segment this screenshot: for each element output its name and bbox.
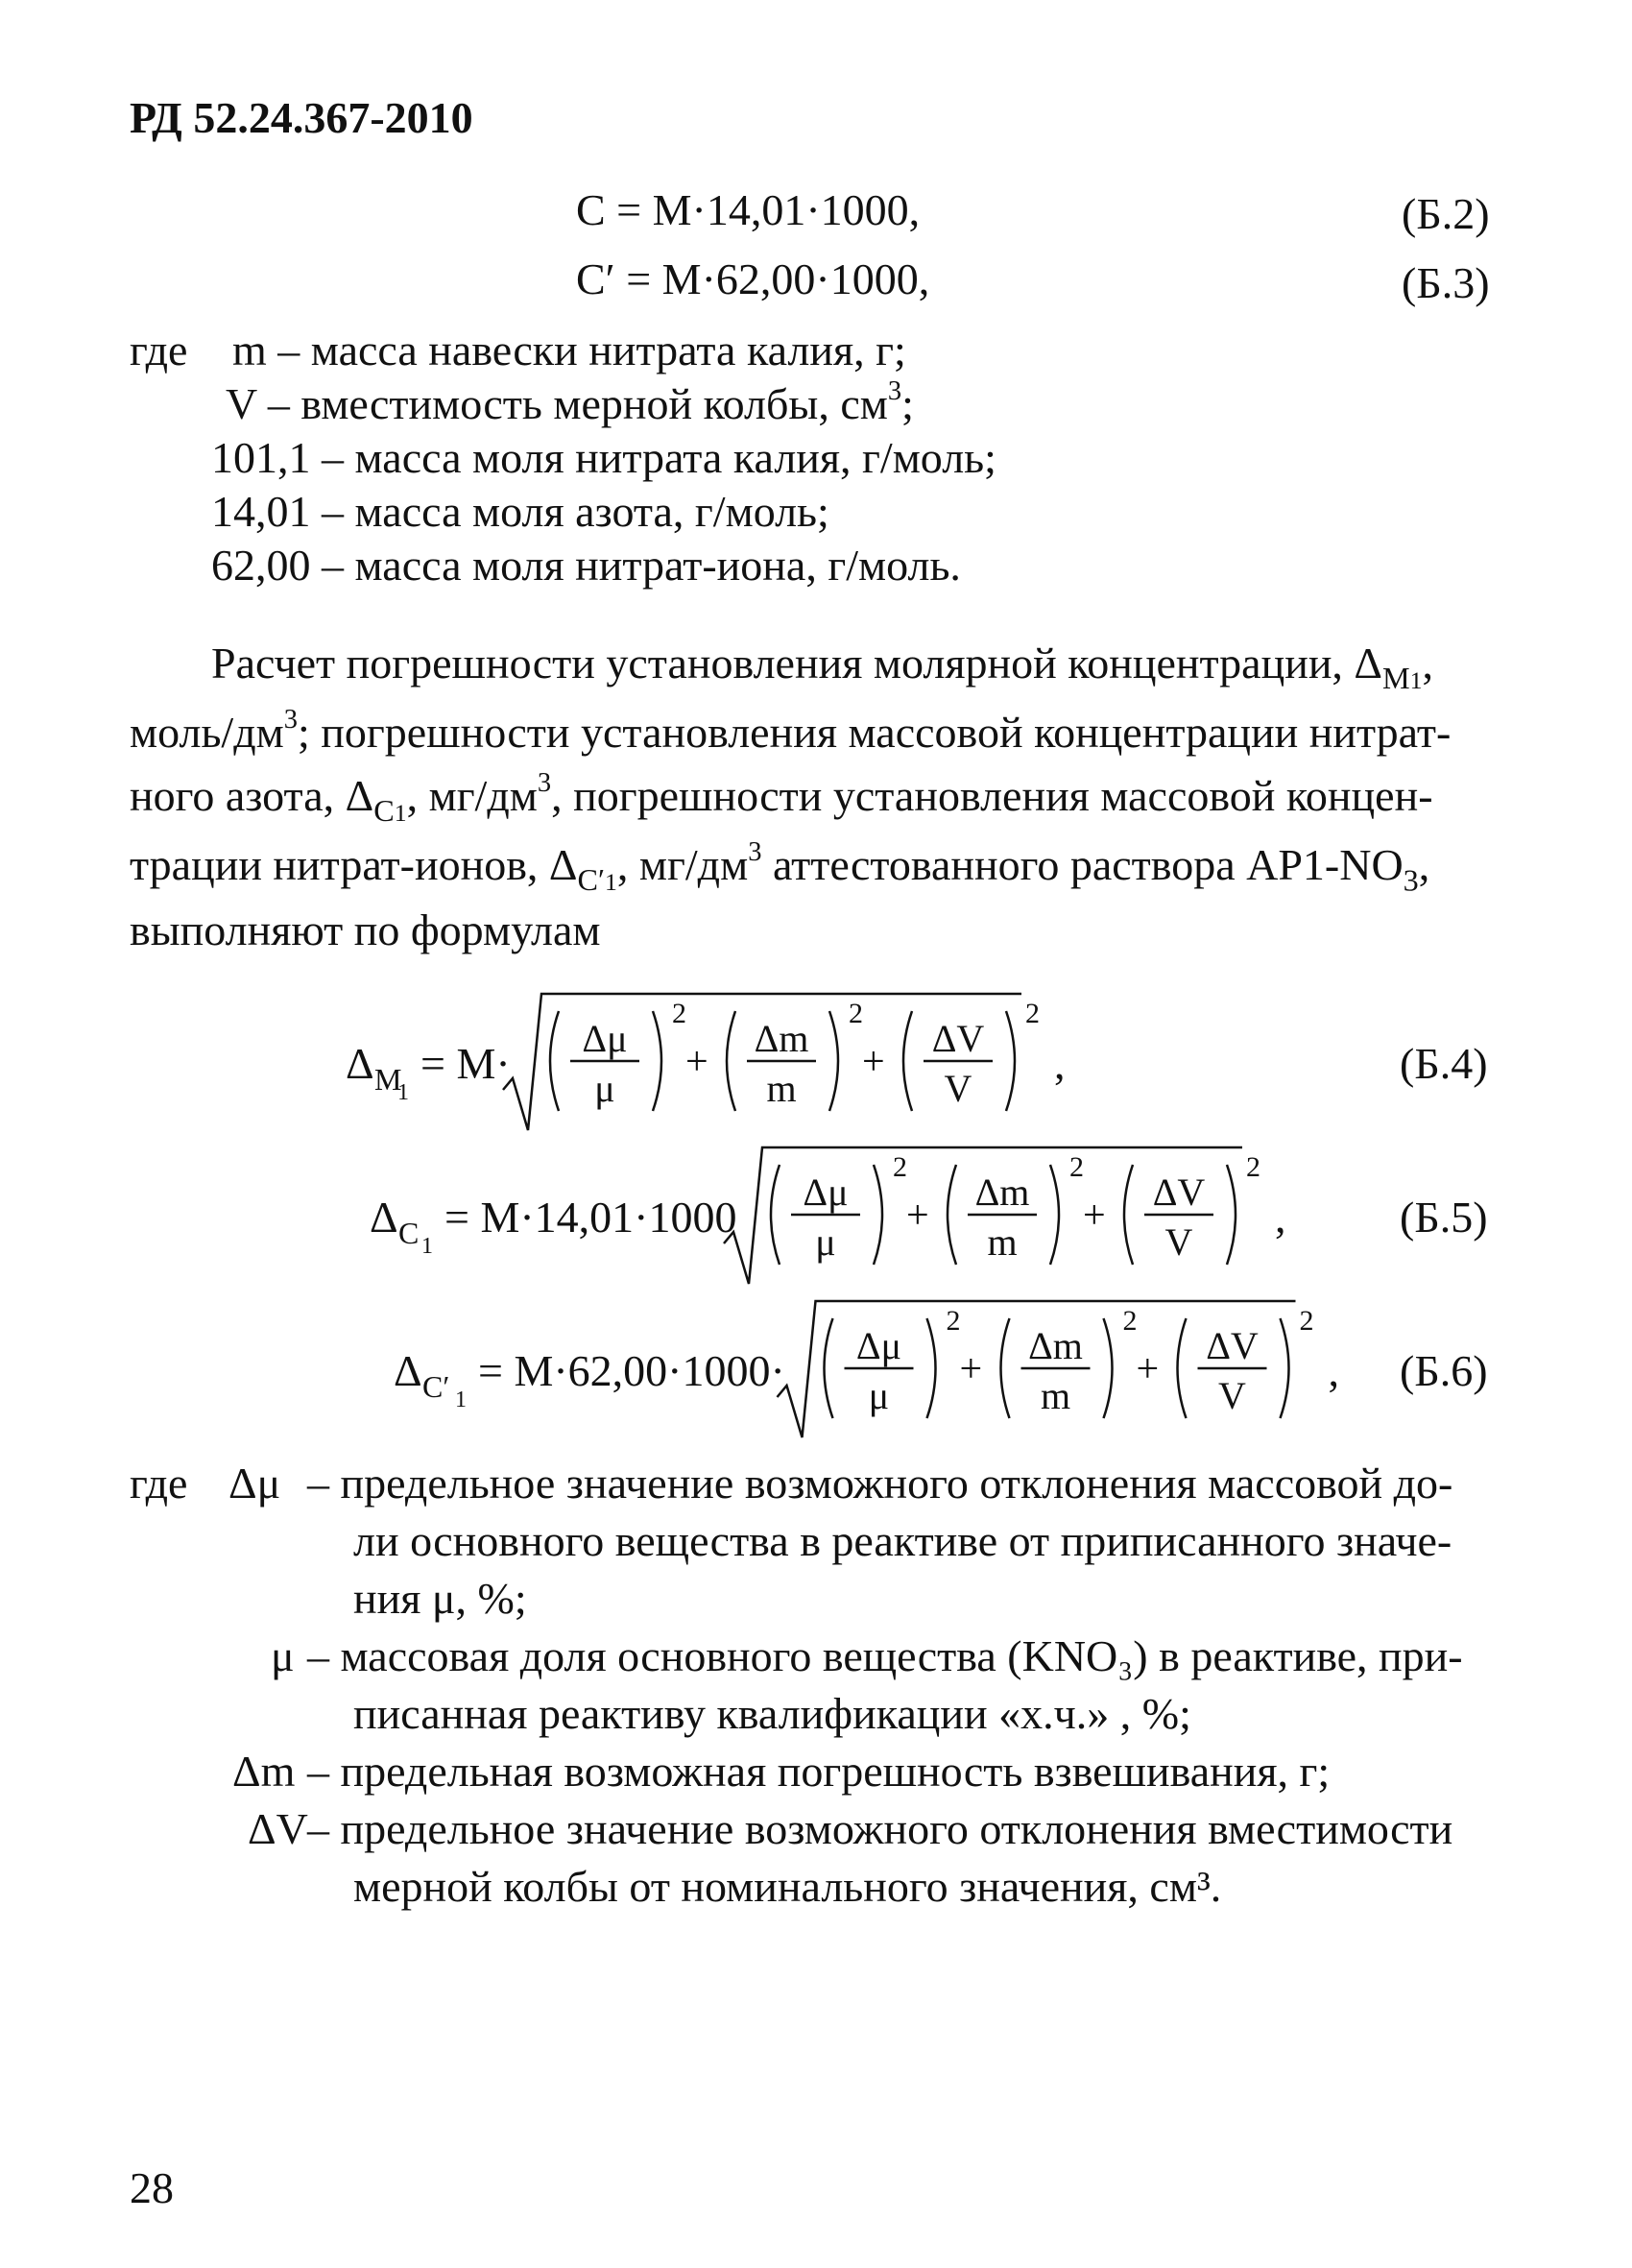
equation-number: (Б.5) bbox=[1400, 1193, 1488, 1242]
fraction-numerator: Δμ bbox=[855, 1324, 902, 1367]
delta-symbol: Δ bbox=[346, 1039, 374, 1088]
exponent: 2 bbox=[1246, 1151, 1260, 1183]
legend1-where: где bbox=[130, 326, 188, 374]
left-paren bbox=[825, 1318, 833, 1418]
right-paren bbox=[1227, 1165, 1236, 1265]
legend2-line: ли основного вещества в реактиве от приписанного значе- bbox=[353, 1516, 1452, 1565]
superscript: 3 bbox=[748, 837, 762, 868]
left-paren bbox=[727, 1011, 735, 1111]
legend2-symbol-mu: μ bbox=[271, 1631, 295, 1680]
fraction-denominator: μ bbox=[815, 1220, 836, 1264]
formula-b4 bbox=[0, 979, 1632, 1147]
subscript-index: 1 bbox=[1409, 666, 1423, 695]
legend1-symbol: 14,01 bbox=[211, 487, 311, 536]
trailing-comma: , bbox=[1054, 1039, 1066, 1088]
paragraph-text: ; погрешности установления массовой концентрации нитрат- bbox=[298, 708, 1452, 757]
left-paren bbox=[1178, 1318, 1187, 1418]
delta-symbol: Δ bbox=[370, 1193, 398, 1242]
fraction-numerator: ΔV bbox=[931, 1017, 985, 1060]
paragraph-text: Расчет погрешности установления молярной концентрации, Δ bbox=[211, 639, 1383, 688]
exponent: 2 bbox=[672, 998, 686, 1029]
fraction-numerator: Δμ bbox=[803, 1170, 849, 1214]
legend2-line: – предельная возможная погрешность взвешивания, г; bbox=[307, 1747, 1331, 1796]
legend2-line: – массовая доля основного вещества (KNO₃) в реактиве, при- bbox=[307, 1631, 1463, 1680]
fraction-numerator: ΔV bbox=[1206, 1324, 1259, 1367]
formula-b5-svg bbox=[0, 1133, 1632, 1296]
legend1-text: масса моля нитрата калия, г/моль; bbox=[354, 433, 996, 482]
legend2-line: – предельное значение возможного отклонения массовой до- bbox=[307, 1459, 1453, 1508]
legend1-text: масса моля нитрат-иона, г/моль. bbox=[354, 541, 961, 590]
equation-number: (Б.4) bbox=[1400, 1039, 1488, 1088]
fraction-denominator: m bbox=[987, 1220, 1018, 1264]
legend1-item-101: 101,1 – масса моля нитрата калия, г/моль; bbox=[211, 433, 996, 482]
superscript: 3 bbox=[283, 705, 298, 736]
formula-b6-svg bbox=[0, 1287, 1632, 1450]
trailing-comma: , bbox=[1328, 1346, 1339, 1395]
subscript bbox=[578, 862, 617, 897]
equation-b2: C = M·14,01·1000, bbox=[576, 185, 921, 234]
plus-sign: + bbox=[685, 1040, 708, 1084]
lhs-subscript: C′ bbox=[422, 1369, 450, 1404]
right-paren bbox=[1050, 1165, 1059, 1265]
legend2-symbol-dmu: Δμ bbox=[228, 1459, 281, 1508]
lhs-subscript: M bbox=[374, 1062, 402, 1097]
legend2-symbol-dm: Δm bbox=[232, 1747, 296, 1796]
paragraph-text: , мг/дм bbox=[406, 771, 538, 820]
paragraph-line-4 bbox=[130, 837, 1430, 898]
document-code: РД 52.24.367-2010 bbox=[130, 93, 473, 142]
plus-sign: + bbox=[906, 1194, 929, 1238]
exponent: 2 bbox=[1299, 1305, 1314, 1337]
plus-sign: + bbox=[1136, 1347, 1160, 1391]
legend1-item-m: m – масса навески нитрата калия, г; bbox=[232, 326, 906, 374]
legend1-text: масса навески нитрата калия, г; bbox=[310, 326, 906, 374]
right-paren bbox=[1104, 1318, 1113, 1418]
paragraph-text: ного азота, Δ bbox=[130, 771, 374, 820]
superscript: 3 bbox=[537, 768, 552, 799]
equation-number-b2: (Б.2) bbox=[1402, 189, 1490, 238]
right-paren bbox=[874, 1165, 882, 1265]
plus-sign: + bbox=[959, 1347, 983, 1391]
legend1-symbol: m bbox=[232, 326, 267, 374]
lhs-subscript: C bbox=[398, 1216, 420, 1250]
trailing-comma: , bbox=[1275, 1193, 1286, 1242]
fraction-denominator: μ bbox=[868, 1374, 890, 1417]
fraction-numerator: Δμ bbox=[582, 1017, 628, 1060]
plus-sign: + bbox=[1083, 1194, 1106, 1238]
subscript-letter: M bbox=[1382, 661, 1410, 696]
paragraph-line-1 bbox=[211, 639, 1434, 696]
left-paren bbox=[771, 1165, 780, 1265]
paragraph-text: моль/дм bbox=[130, 708, 284, 757]
paragraph-text: трации нитрат-ионов, Δ bbox=[130, 840, 578, 889]
legend1-symbol: 101,1 bbox=[211, 433, 311, 482]
legend2-where: где bbox=[130, 1459, 188, 1508]
fraction-denominator: m bbox=[1040, 1374, 1071, 1417]
formula-coefficient: = M·62,00·1000· bbox=[478, 1346, 785, 1395]
paragraph-line-3 bbox=[130, 768, 1433, 829]
fraction-denominator: V bbox=[1164, 1220, 1193, 1264]
exponent: 2 bbox=[1122, 1305, 1138, 1337]
legend1-item-1401: 14,01 – масса моля азота, г/моль; bbox=[211, 487, 829, 536]
exponent: 2 bbox=[893, 1151, 907, 1183]
fraction-denominator: m bbox=[766, 1067, 797, 1110]
subscript-letter: C′ bbox=[577, 862, 606, 898]
legend2-line: – предельное значение возможного отклонения вместимости bbox=[307, 1804, 1453, 1853]
legend2-line: ния μ, %; bbox=[353, 1574, 527, 1623]
equation-number-b3: (Б.3) bbox=[1402, 258, 1490, 307]
formula-coefficient: = M· bbox=[420, 1039, 511, 1088]
subscript-index: 1 bbox=[394, 799, 407, 828]
paragraph-line-2 bbox=[130, 705, 1452, 757]
right-paren bbox=[1006, 1011, 1015, 1111]
legend1-sup: 3 bbox=[887, 376, 902, 407]
exponent: 2 bbox=[1025, 998, 1040, 1029]
legend1-symbol: 62,00 bbox=[211, 541, 311, 590]
equation-number: (Б.6) bbox=[1400, 1346, 1488, 1395]
paragraph-line-5: выполняют по формулам bbox=[130, 905, 601, 954]
subscript bbox=[1382, 661, 1423, 695]
page-number: 28 bbox=[130, 2163, 174, 2212]
equation-b3: C′ = M·62,00·1000, bbox=[576, 254, 930, 303]
formula-b5 bbox=[0, 1133, 1632, 1301]
paragraph-text: , bbox=[1418, 840, 1430, 889]
legend1-item-6200: 62,00 – масса моля нитрат-иона, г/моль. bbox=[211, 541, 961, 590]
legend1-tail: ; bbox=[901, 379, 914, 428]
lhs-subscript-index: 1 bbox=[421, 1234, 433, 1259]
right-paren bbox=[1281, 1318, 1289, 1418]
legend1-symbol: V bbox=[226, 379, 257, 428]
delta-symbol: Δ bbox=[394, 1346, 422, 1395]
paragraph-text: аттестованного раствора АР1-NO bbox=[761, 840, 1404, 889]
legend2-line: писанная реактиву квалификации «х.ч.» , %; bbox=[353, 1689, 1191, 1738]
plus-sign: + bbox=[862, 1040, 885, 1084]
legend2-symbol-dv: ΔV bbox=[248, 1804, 308, 1853]
formula-b6 bbox=[0, 1287, 1632, 1455]
paragraph-text: , мг/дм bbox=[616, 840, 749, 889]
subscript-letter: C bbox=[373, 793, 395, 829]
left-paren bbox=[550, 1011, 559, 1111]
right-paren bbox=[927, 1318, 936, 1418]
fraction-denominator: V bbox=[944, 1067, 972, 1110]
right-paren bbox=[653, 1011, 661, 1111]
lhs-subscript-index: 1 bbox=[455, 1387, 467, 1412]
fraction-numerator: Δm bbox=[754, 1017, 809, 1060]
fraction-numerator: ΔV bbox=[1152, 1170, 1206, 1214]
legend2-line: мерной колбы от номинального значения, см³. bbox=[353, 1862, 1222, 1911]
subscript: 3 bbox=[1403, 862, 1419, 898]
left-paren bbox=[1001, 1318, 1010, 1418]
legend1-item-v: V – вместимость мерной колбы, $см^3$; bbox=[226, 376, 914, 428]
fraction-denominator: V bbox=[1218, 1374, 1246, 1417]
exponent: 2 bbox=[849, 998, 863, 1029]
paragraph-text: , погрешности установления массовой концен- bbox=[551, 771, 1433, 820]
formula-coefficient: = M·14,01·1000 bbox=[444, 1193, 737, 1242]
fraction-numerator: Δm bbox=[1028, 1324, 1083, 1367]
paragraph-text: , bbox=[1422, 639, 1434, 688]
legend1-text: масса моля азота, г/моль; bbox=[354, 487, 829, 536]
left-paren bbox=[903, 1011, 912, 1111]
exponent: 2 bbox=[946, 1305, 961, 1337]
formula-b4-svg bbox=[0, 979, 1632, 1143]
fraction-denominator: μ bbox=[594, 1067, 615, 1110]
left-paren bbox=[1124, 1165, 1133, 1265]
subscript bbox=[373, 793, 406, 828]
legend1-text: вместимость мерной колбы, см bbox=[300, 379, 888, 428]
subscript-index: 1 bbox=[605, 868, 617, 897]
left-paren bbox=[948, 1165, 956, 1265]
lhs-subscript-index: 1 bbox=[397, 1080, 409, 1105]
exponent: 2 bbox=[1069, 1151, 1084, 1183]
fraction-numerator: Δm bbox=[974, 1170, 1030, 1214]
right-paren bbox=[829, 1011, 838, 1111]
